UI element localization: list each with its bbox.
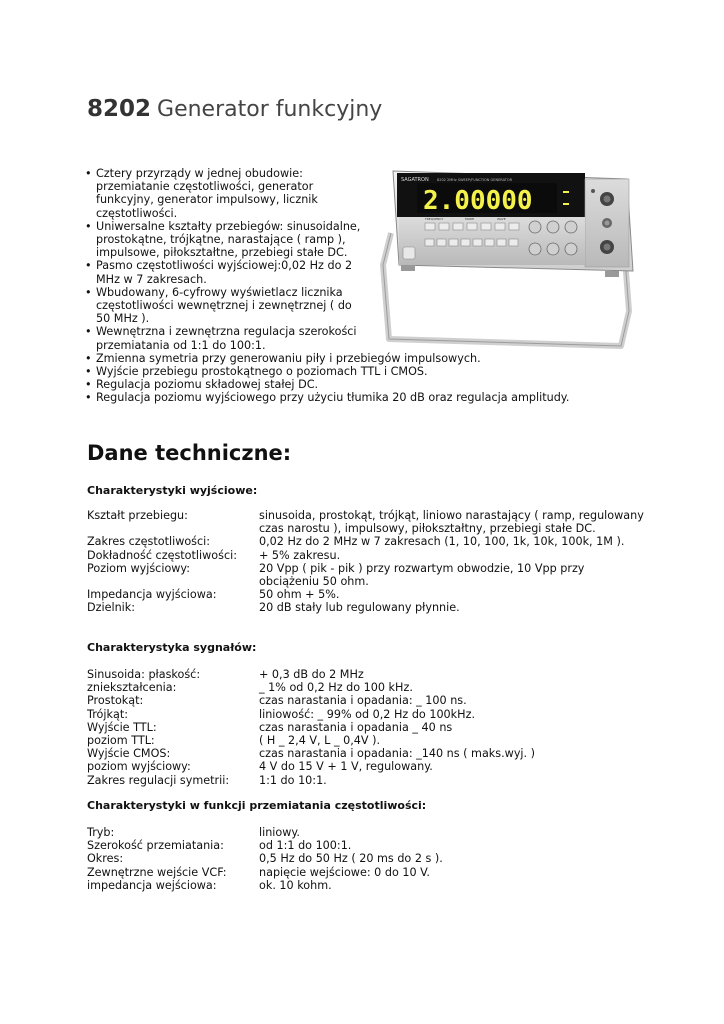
spec-row: Sinusoida: płaskość: + 0,3 dB do 2 MHz (87, 668, 364, 681)
subsection-title: Charakterystyki wyjściowe: (87, 484, 258, 497)
feature-item: • Cztery przyrządy w jednej obudowie: przemiatanie częstotliwości, generator funkcyjny, generator impulsowy, licznik częstotliwości. (83, 167, 643, 220)
product-name: Generator funkcyjny (157, 97, 383, 122)
spec-row: Zakres regulacji symetrii: 1:1 do 10:1. (87, 773, 327, 787)
feature-item: • Pasmo częstotliwości wyjściowej:0,02 Hz do 2 MHz w 7 zakresach. (83, 259, 643, 285)
spec-row: Tryb: liniowy. (87, 826, 300, 839)
spec-row: Kształt przebiegu: sinusoida, prostokąt, trójkąt, liniowo narastający ( ramp, regulowany czas narostu ), impulsowy, piłokształtny, przebiegi stałe DC. (87, 509, 644, 536)
feature-item: • Wbudowany, 6-cyfrowy wyświetlacz licznika częstotliwości wewnętrznej i zewnętrznej ( do 50 MHz ). (83, 286, 643, 326)
spec-row: Trójkąt: liniowość: _ 99% od 0,2 Hz do 100kHz. (87, 707, 475, 721)
spec-table-sweep (87, 826, 647, 892)
frequency-display: 2.00000 (423, 186, 533, 216)
spec-row: Okres: 0,5 Hz do 50 Hz ( 20 ms do 2 s ). (87, 852, 443, 866)
spec-row: Dokładność częstotliwości: + 5% zakresu. (87, 548, 341, 562)
feature-item: • Zmienna symetria przy generowaniu piły i przebiegów impulsowych. (83, 352, 643, 365)
spec-row: zniekształcenia: _ 1% od 0,2 Hz do 100 kHz. (87, 681, 413, 695)
model-number: 8202 (87, 96, 152, 122)
feature-item: • Wyjście przebiegu prostokątnego o poziomach TTL i CMOS. (83, 365, 643, 378)
spec-row: poziom wyjściowy: 4 V do 15 V + 1 V, regulowany. (87, 760, 433, 774)
spec-row: Wyjście TTL: czas narastania i opadania _ 40 ns (87, 720, 453, 734)
spec-row: Poziom wyjściowy: 20 Vpp ( pik - pik ) przy rozwartym obwodzie, 10 Vpp przy obciążeniu 50 ohm. (87, 561, 585, 589)
spec-row: Zewnętrzne wejście VCF: napięcie wejściowe: 0 do 10 V. (87, 865, 430, 879)
function-generator-photo (377, 161, 642, 361)
spec-row: impedancja wejściowa: ok. 10 kohm. (87, 878, 332, 892)
spec-row: Wyjście CMOS: czas narastania i opadania: _140 ns ( maks.wyj. ) (87, 747, 536, 761)
svg-text:WAVE: WAVE (497, 217, 506, 221)
spec-row: Szerokość przemiatania: od 1:1 do 100:1. (87, 839, 352, 853)
feature-item: • Regulacja poziomu składowej stałej DC. (83, 378, 643, 391)
svg-text:MODE: MODE (465, 217, 475, 221)
spec-row: poziom TTL: ( H _ 2,4 V, L _ 0,4V ). (87, 734, 381, 748)
spec-row: Impedancja wyjściowa: 50 ohm + 5%. (87, 588, 340, 602)
spec-table-output (87, 509, 647, 615)
spec-row: Zakres częstotliwości: 0,02 Hz do 2 MHz w 7 zakresach (1, 10, 100, 1k, 10k, 100k, 1M ). (87, 535, 625, 549)
spec-row: Prostokąt: czas narastania i opadania: _ 100 ns. (87, 694, 467, 708)
feature-item: • Regulacja poziomu wyjściowego przy użyciu tłumika 20 dB oraz regulacja amplitudy. (83, 391, 643, 404)
spec-table-signals (87, 668, 647, 787)
subsection-title: Charakterystyka sygnałów: (87, 641, 257, 654)
page-title (87, 86, 382, 124)
svg-text:8202 2MHz SWEEP/FUNCTION GENE: 8202 2MHz SWEEP/FUNCTION GENERATOR (437, 178, 513, 182)
subsection-title: Charakterystyki w funkcji przemiatania częstotliwości: (87, 799, 427, 812)
svg-text:FREQUENCY: FREQUENCY (425, 217, 444, 221)
feature-item: • Wewnętrzna i zewnętrzna regulacja szerokości przemiatania od 1:1 do 100:1. (83, 325, 643, 351)
feature-item: • Uniwersalne kształty przebiegów: sinusoidalne, prostokątne, trójkątne, narastające ( ramp ), impulsowe, piłokształtne, przebiegi stałe DC. (83, 220, 643, 260)
spec-row: Dzielnik: 20 dB stały lub regulowany płynnie. (87, 601, 460, 615)
section-title: Dane techniczne: (87, 441, 292, 465)
brand-label: SAGATRON (401, 177, 429, 183)
